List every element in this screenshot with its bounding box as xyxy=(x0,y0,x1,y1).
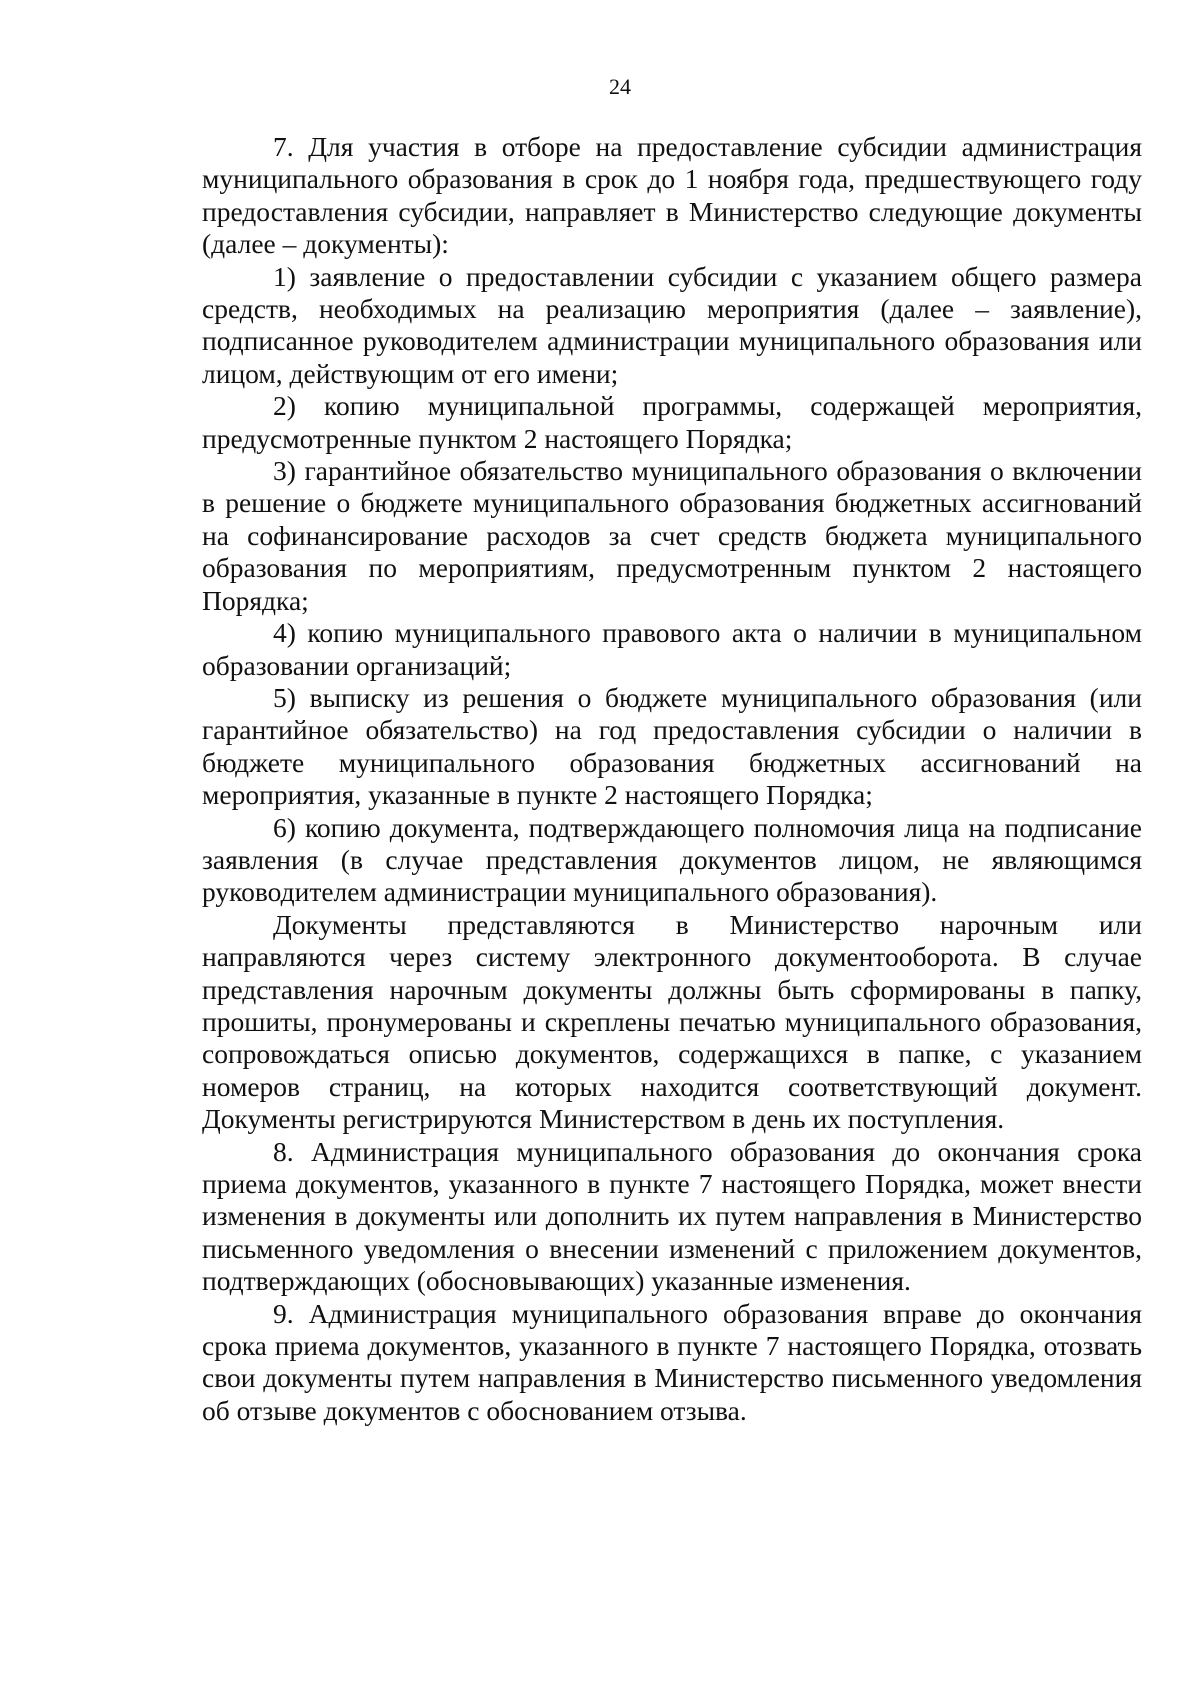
paragraph-item-9: 9. Администрация муниципального образования вправе до окончания срока приема документов, указанного в пункте 7 настоящего Порядка, отозвать свои документы путем направления в Министерство письменного уведомления об отзыве документов с обоснованием отзыва. xyxy=(202,1297,1142,1426)
paragraph-item-8: 8. Администрация муниципального образования до окончания срока приема документов, указанного в пункте 7 настоящего Порядка, может внести изменения в документы или дополнить их путем направления в Министерство письменного уведомления о внесении изменений с приложением документов, подтверждающих (обосновывающих) указанные изменения. xyxy=(202,1135,1142,1297)
page-number: 24 xyxy=(609,74,631,99)
paragraph-subitem-3: 3) гарантийное обязательство муниципального образования о включении в решение о бюджете муниципального образования бюджетных ассигнований на софинансирование расходов за счет средств бюджета муниципального образования по мероприятиям, предусмотренным пунктом 2 настоящего Порядка; xyxy=(202,455,1142,616)
paragraph-item-7: 7. Для участия в отборе на предоставление субсидии администрация муниципального образования в срок до 1 ноября года, предшествующего году предоставления субсидии, направляет в Министерство следующие документы (далее – документы): xyxy=(202,131,1142,260)
paragraph-subitem-1: 1) заявление о предоставлении субсидии с указанием общего размера средств, необходимых на реализацию мероприятия (далее – заявление), подписанное руководителем администрации муниципального образования или лицом, действующим от его имени; xyxy=(202,260,1142,389)
paragraph-submission-procedure: Документы представляются в Министерство нарочным или направляются через систему электронного документооборота. В случае представления нарочным документы должны быть сформированы в папку, прошиты, пронумерованы и скреплены печатью муниципального образования, сопровождаться описью документов, содержащихся в папке, с указанием номеров страниц, на которых находится соответствующий документ. Документы регистрируются Министерством в день их поступления. xyxy=(202,908,1142,1135)
paragraph-subitem-2: 2) копию муниципальной программы, содержащей мероприятия, предусмотренные пунктом 2 настоящего Порядка; xyxy=(202,390,1142,454)
paragraph-subitem-5: 5) выписку из решения о бюджете муниципального образования (или гарантийное обязательство) на год предоставления субсидии о наличии в бюджете муниципального образования бюджетных ассигнований на мероприятия, указанные в пункте 2 настоящего Порядка; xyxy=(202,681,1142,811)
paragraph-subitem-6: 6) копию документа, подтверждающего полномочия лица на подписание заявления (в случае представления документов лицом, не являющимся руководителем администрации муниципального образования). xyxy=(202,811,1142,908)
document-body xyxy=(202,131,1142,1427)
paragraph-subitem-4: 4) копию муниципального правового акта о наличии в муниципальном образовании организаций; xyxy=(202,617,1142,681)
